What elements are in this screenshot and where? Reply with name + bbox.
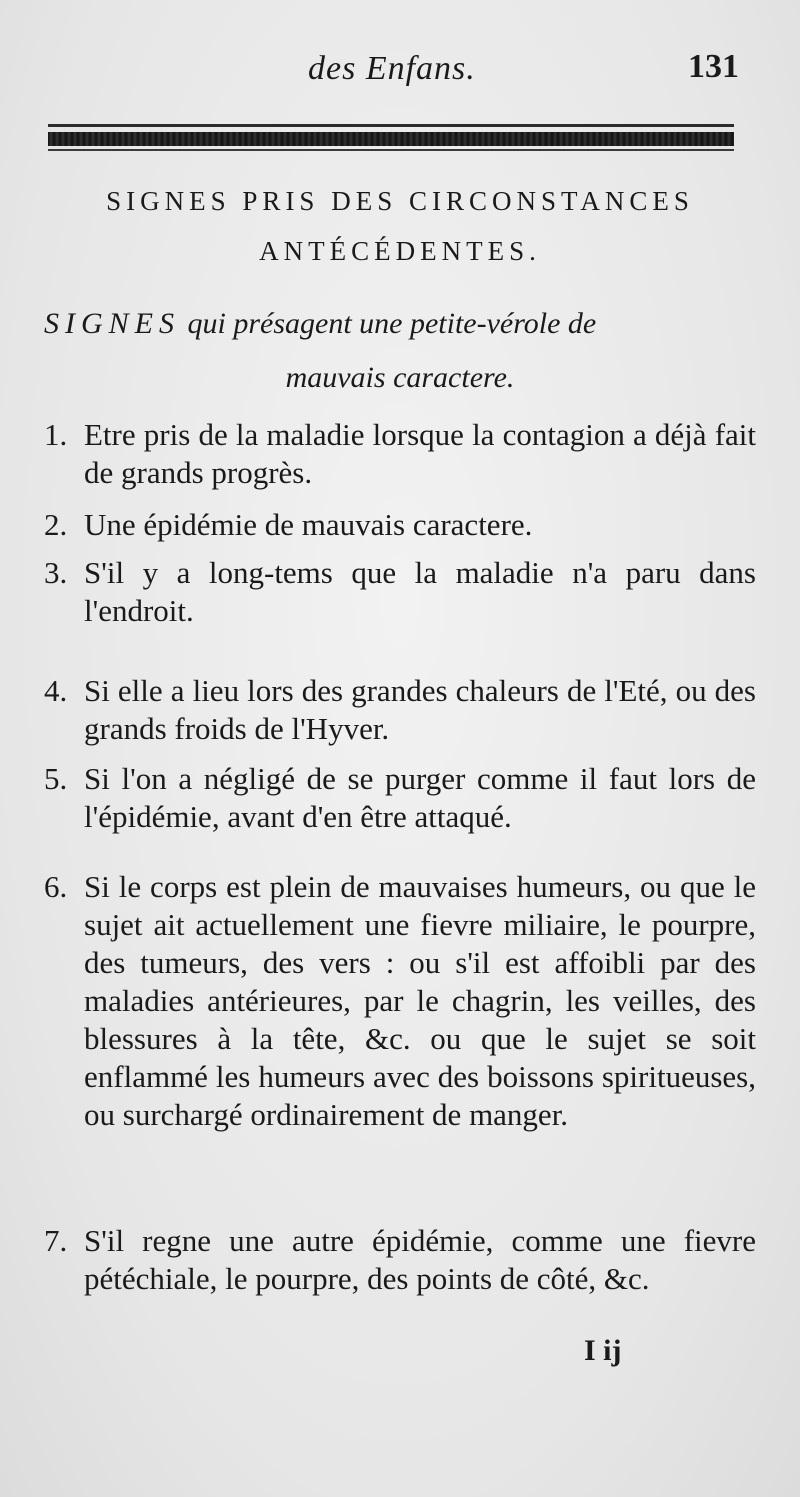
item-text: S'il y a long-tems que la maladie n'a paru dans l'endroit.: [84, 555, 756, 628]
list-item: [44, 672, 756, 748]
item-text: S'il regne une autre épidémie, comme une fievre pétéchiale, le pourpre, des points de côté, &c.: [84, 1223, 756, 1296]
list-item: [44, 868, 756, 1134]
section-heading: SIGNES PRIS DES CIRCONSTANCES: [106, 186, 694, 216]
list-item: [44, 506, 756, 544]
item-text: Une épidémie de mauvais caractere.: [84, 507, 533, 542]
item-number: 2.: [44, 507, 68, 542]
page-number: 131: [688, 48, 739, 85]
section-heading-continued: ANTÉCÉDENTES.: [259, 236, 541, 266]
list-item: [44, 1222, 756, 1298]
list-item: [44, 760, 756, 836]
item-number: 7.: [44, 1223, 68, 1258]
header-rule: [48, 124, 734, 154]
subheading-text: qui présagent une petite-vérole de: [187, 307, 597, 340]
list-item: [44, 416, 756, 492]
item-number: 4.: [44, 673, 68, 708]
item-number: 5.: [44, 761, 68, 796]
subheading: [44, 294, 756, 408]
subheading-continued: mauvais caractere.: [285, 361, 515, 394]
signature-mark: I ij: [584, 1334, 622, 1367]
item-text: Etre pris de la maladie lorsque la contagion a déjà fait de grands progrès.: [84, 417, 756, 490]
running-title: des Enfans.: [308, 50, 476, 87]
running-head: [0, 44, 800, 94]
item-number: 6.: [44, 869, 68, 904]
item-text: Si le corps est plein de mauvaises humeurs, ou que le sujet ait actuellement une fievre miliaire, le pourpre, des tumeurs, des vers : ou s'il est affoibli par des maladies antérieures, par le chagrin, les veilles, des blessures à la tête, &c. ou que le sujet se soit enflammé les humeurs avec des boissons spiritueuses, ou surchargé ordinairement de manger.: [84, 869, 756, 1132]
item-number: 3.: [44, 555, 68, 590]
subheading-lead: SIGNES: [44, 307, 180, 340]
list-item: [44, 554, 756, 630]
item-text: Si l'on a négligé de se purger comme il faut lors de l'épidémie, avant d'en être attaqué.: [84, 761, 756, 834]
item-text: Si elle a lieu lors des grandes chaleurs de l'Eté, ou des grands froids de l'Hyver.: [84, 673, 756, 746]
item-number: 1.: [44, 417, 68, 452]
